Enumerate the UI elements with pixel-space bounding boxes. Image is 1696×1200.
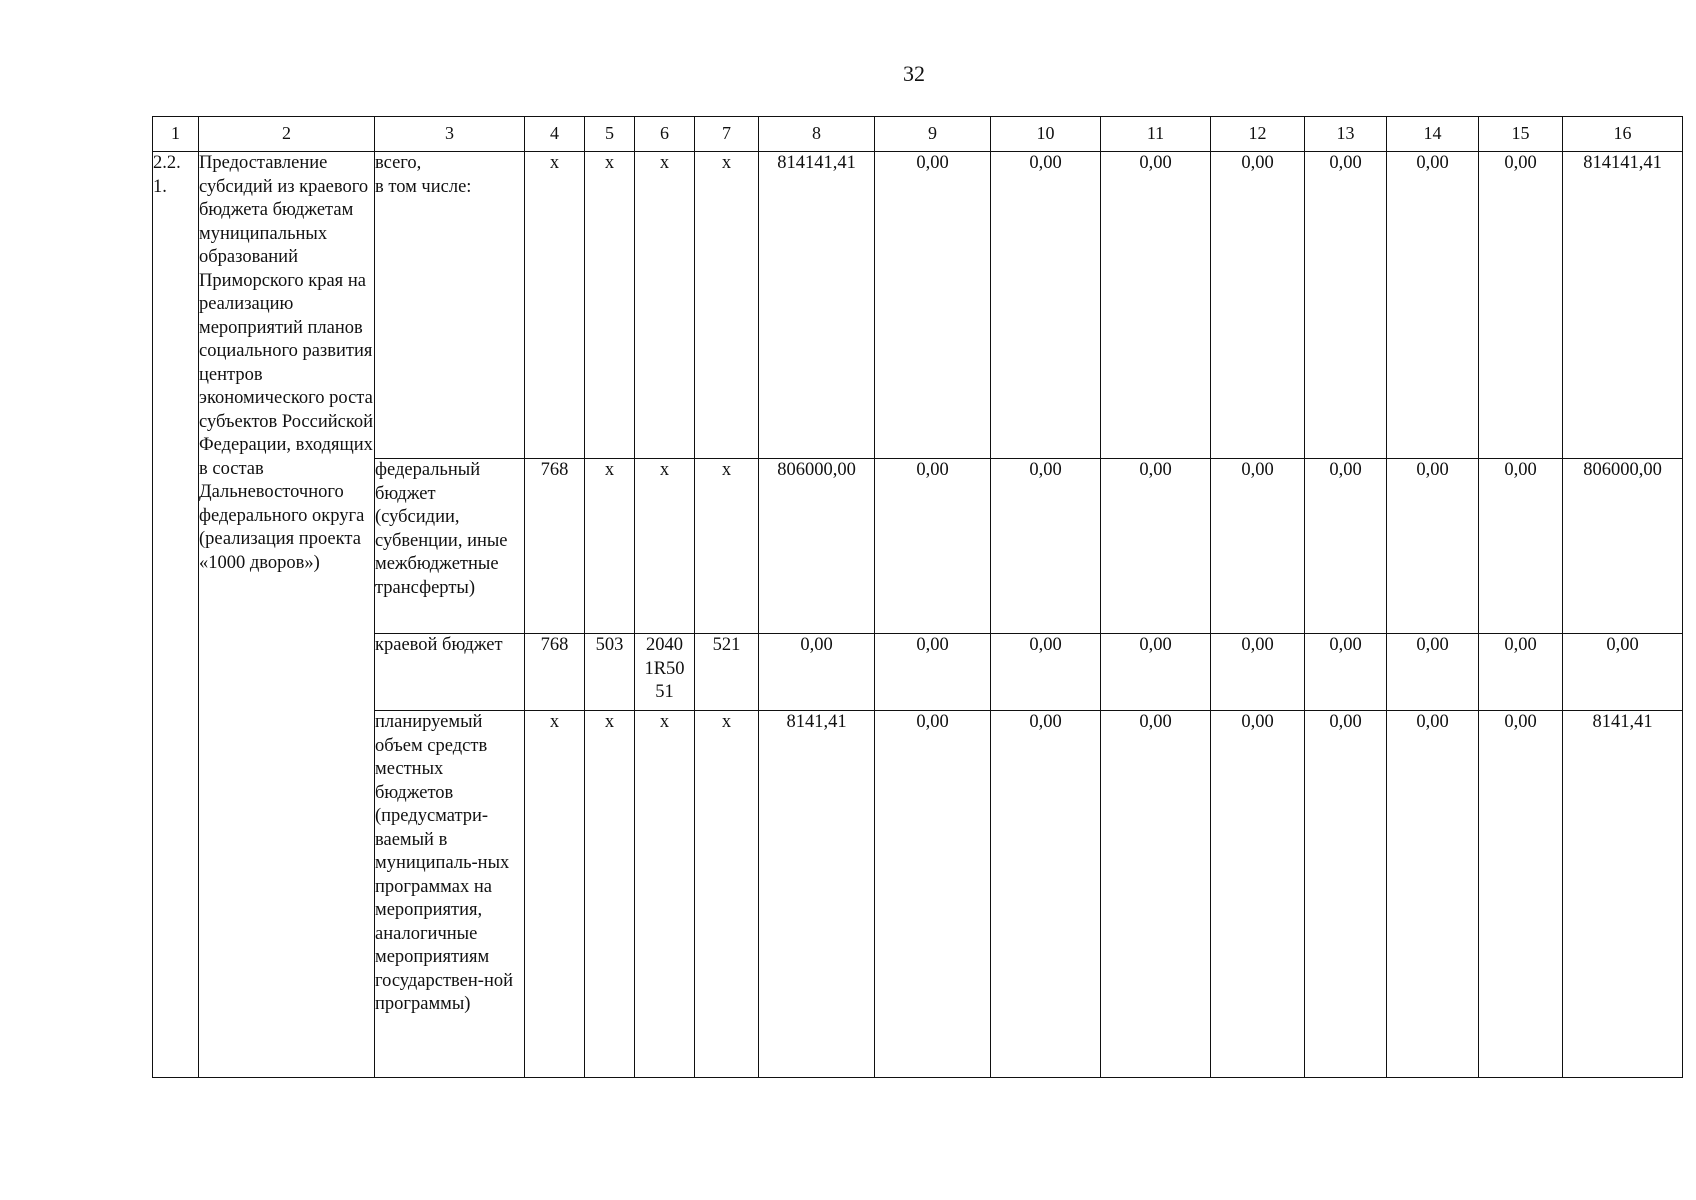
column-number: 9 bbox=[875, 117, 991, 152]
item-description: Предоставление субсидий из краевого бюджета бюджетам муниципальных образований Приморского края на реализацию мероприятий планов социального развития центров экономического роста субъектов Российской Федерации, входящих в состав Дальневосточного федерального округа (реализация проекта «1000 дворов») bbox=[199, 152, 375, 1078]
item-number: 2.2. 1. bbox=[153, 152, 199, 1078]
column-number-row bbox=[153, 117, 1683, 152]
column-number: 7 bbox=[695, 117, 759, 152]
amount-cell: 0,00 bbox=[1305, 152, 1387, 459]
amount-cell: 0,00 bbox=[1387, 459, 1479, 634]
column-number: 16 bbox=[1563, 117, 1683, 152]
column-number: 8 bbox=[759, 117, 875, 152]
amount-cell: 0,00 bbox=[1305, 711, 1387, 1078]
amount-cell: 0,00 bbox=[1387, 711, 1479, 1078]
classification-code: x bbox=[635, 152, 695, 459]
column-number: 3 bbox=[375, 117, 525, 152]
table-row bbox=[153, 711, 1683, 1078]
funding-source: всего, в том числе: bbox=[375, 152, 525, 459]
classification-code: x bbox=[695, 152, 759, 459]
classification-code: 2040 1R50 51 bbox=[635, 634, 695, 711]
column-number: 5 bbox=[585, 117, 635, 152]
column-number: 15 bbox=[1479, 117, 1563, 152]
classification-code: 768 bbox=[525, 459, 585, 634]
classification-code: x bbox=[525, 152, 585, 459]
classification-code: x bbox=[585, 152, 635, 459]
amount-cell: 0,00 bbox=[1211, 459, 1305, 634]
column-number: 11 bbox=[1101, 117, 1211, 152]
amount-cell: 0,00 bbox=[875, 152, 991, 459]
amount-cell: 8141,41 bbox=[1563, 711, 1683, 1078]
amount-cell: 0,00 bbox=[1387, 634, 1479, 711]
amount-cell: 0,00 bbox=[875, 634, 991, 711]
amount-cell: 0,00 bbox=[991, 459, 1101, 634]
column-number: 14 bbox=[1387, 117, 1479, 152]
column-number: 2 bbox=[199, 117, 375, 152]
classification-code: x bbox=[585, 459, 635, 634]
amount-cell: 0,00 bbox=[1479, 459, 1563, 634]
classification-code: x bbox=[525, 711, 585, 1078]
amount-cell: 0,00 bbox=[1305, 459, 1387, 634]
amount-cell: 0,00 bbox=[875, 459, 991, 634]
amount-cell: 806000,00 bbox=[759, 459, 875, 634]
amount-cell: 0,00 bbox=[991, 152, 1101, 459]
column-number: 10 bbox=[991, 117, 1101, 152]
amount-cell: 0,00 bbox=[759, 634, 875, 711]
amount-cell: 814141,41 bbox=[759, 152, 875, 459]
classification-code: x bbox=[635, 459, 695, 634]
column-number: 12 bbox=[1211, 117, 1305, 152]
amount-cell: 0,00 bbox=[1211, 152, 1305, 459]
column-number: 1 bbox=[153, 117, 199, 152]
amount-cell: 0,00 bbox=[1387, 152, 1479, 459]
classification-code: 768 bbox=[525, 634, 585, 711]
amount-cell: 0,00 bbox=[1479, 634, 1563, 711]
classification-code: 503 bbox=[585, 634, 635, 711]
amount-cell: 0,00 bbox=[1211, 711, 1305, 1078]
classification-code: x bbox=[695, 711, 759, 1078]
column-number: 4 bbox=[525, 117, 585, 152]
classification-code: 521 bbox=[695, 634, 759, 711]
column-number: 6 bbox=[635, 117, 695, 152]
amount-cell: 0,00 bbox=[991, 711, 1101, 1078]
amount-cell: 0,00 bbox=[1101, 711, 1211, 1078]
table-row bbox=[153, 152, 1683, 459]
column-number: 13 bbox=[1305, 117, 1387, 152]
table-row bbox=[153, 459, 1683, 634]
amount-cell: 0,00 bbox=[1479, 152, 1563, 459]
amount-cell: 0,00 bbox=[875, 711, 991, 1078]
amount-cell: 0,00 bbox=[1101, 459, 1211, 634]
amount-cell: 0,00 bbox=[1479, 711, 1563, 1078]
page-number: 32 bbox=[903, 61, 925, 86]
amount-cell: 0,00 bbox=[1211, 634, 1305, 711]
table-row bbox=[153, 634, 1683, 711]
classification-code: x bbox=[695, 459, 759, 634]
amount-cell: 0,00 bbox=[991, 634, 1101, 711]
funding-source: краевой бюджет bbox=[375, 634, 525, 711]
amount-cell: 8141,41 bbox=[759, 711, 875, 1078]
amount-cell: 814141,41 bbox=[1563, 152, 1683, 459]
classification-code: x bbox=[635, 711, 695, 1078]
funding-source: федеральный бюджет (субсидии, субвенции, иные межбюджетные трансферты) bbox=[375, 459, 525, 634]
funding-source: планируемый объем средств местных бюджетов (предусматри-ваемый в муниципаль-ных программах на мероприятия, аналогичные мероприятиям государствен-ной программы) bbox=[375, 711, 525, 1078]
amount-cell: 0,00 bbox=[1101, 634, 1211, 711]
amount-cell: 806000,00 bbox=[1563, 459, 1683, 634]
classification-code: x bbox=[585, 711, 635, 1078]
amount-cell: 0,00 bbox=[1305, 634, 1387, 711]
amount-cell: 0,00 bbox=[1563, 634, 1683, 711]
amount-cell: 0,00 bbox=[1101, 152, 1211, 459]
budget-table bbox=[152, 116, 1683, 1078]
